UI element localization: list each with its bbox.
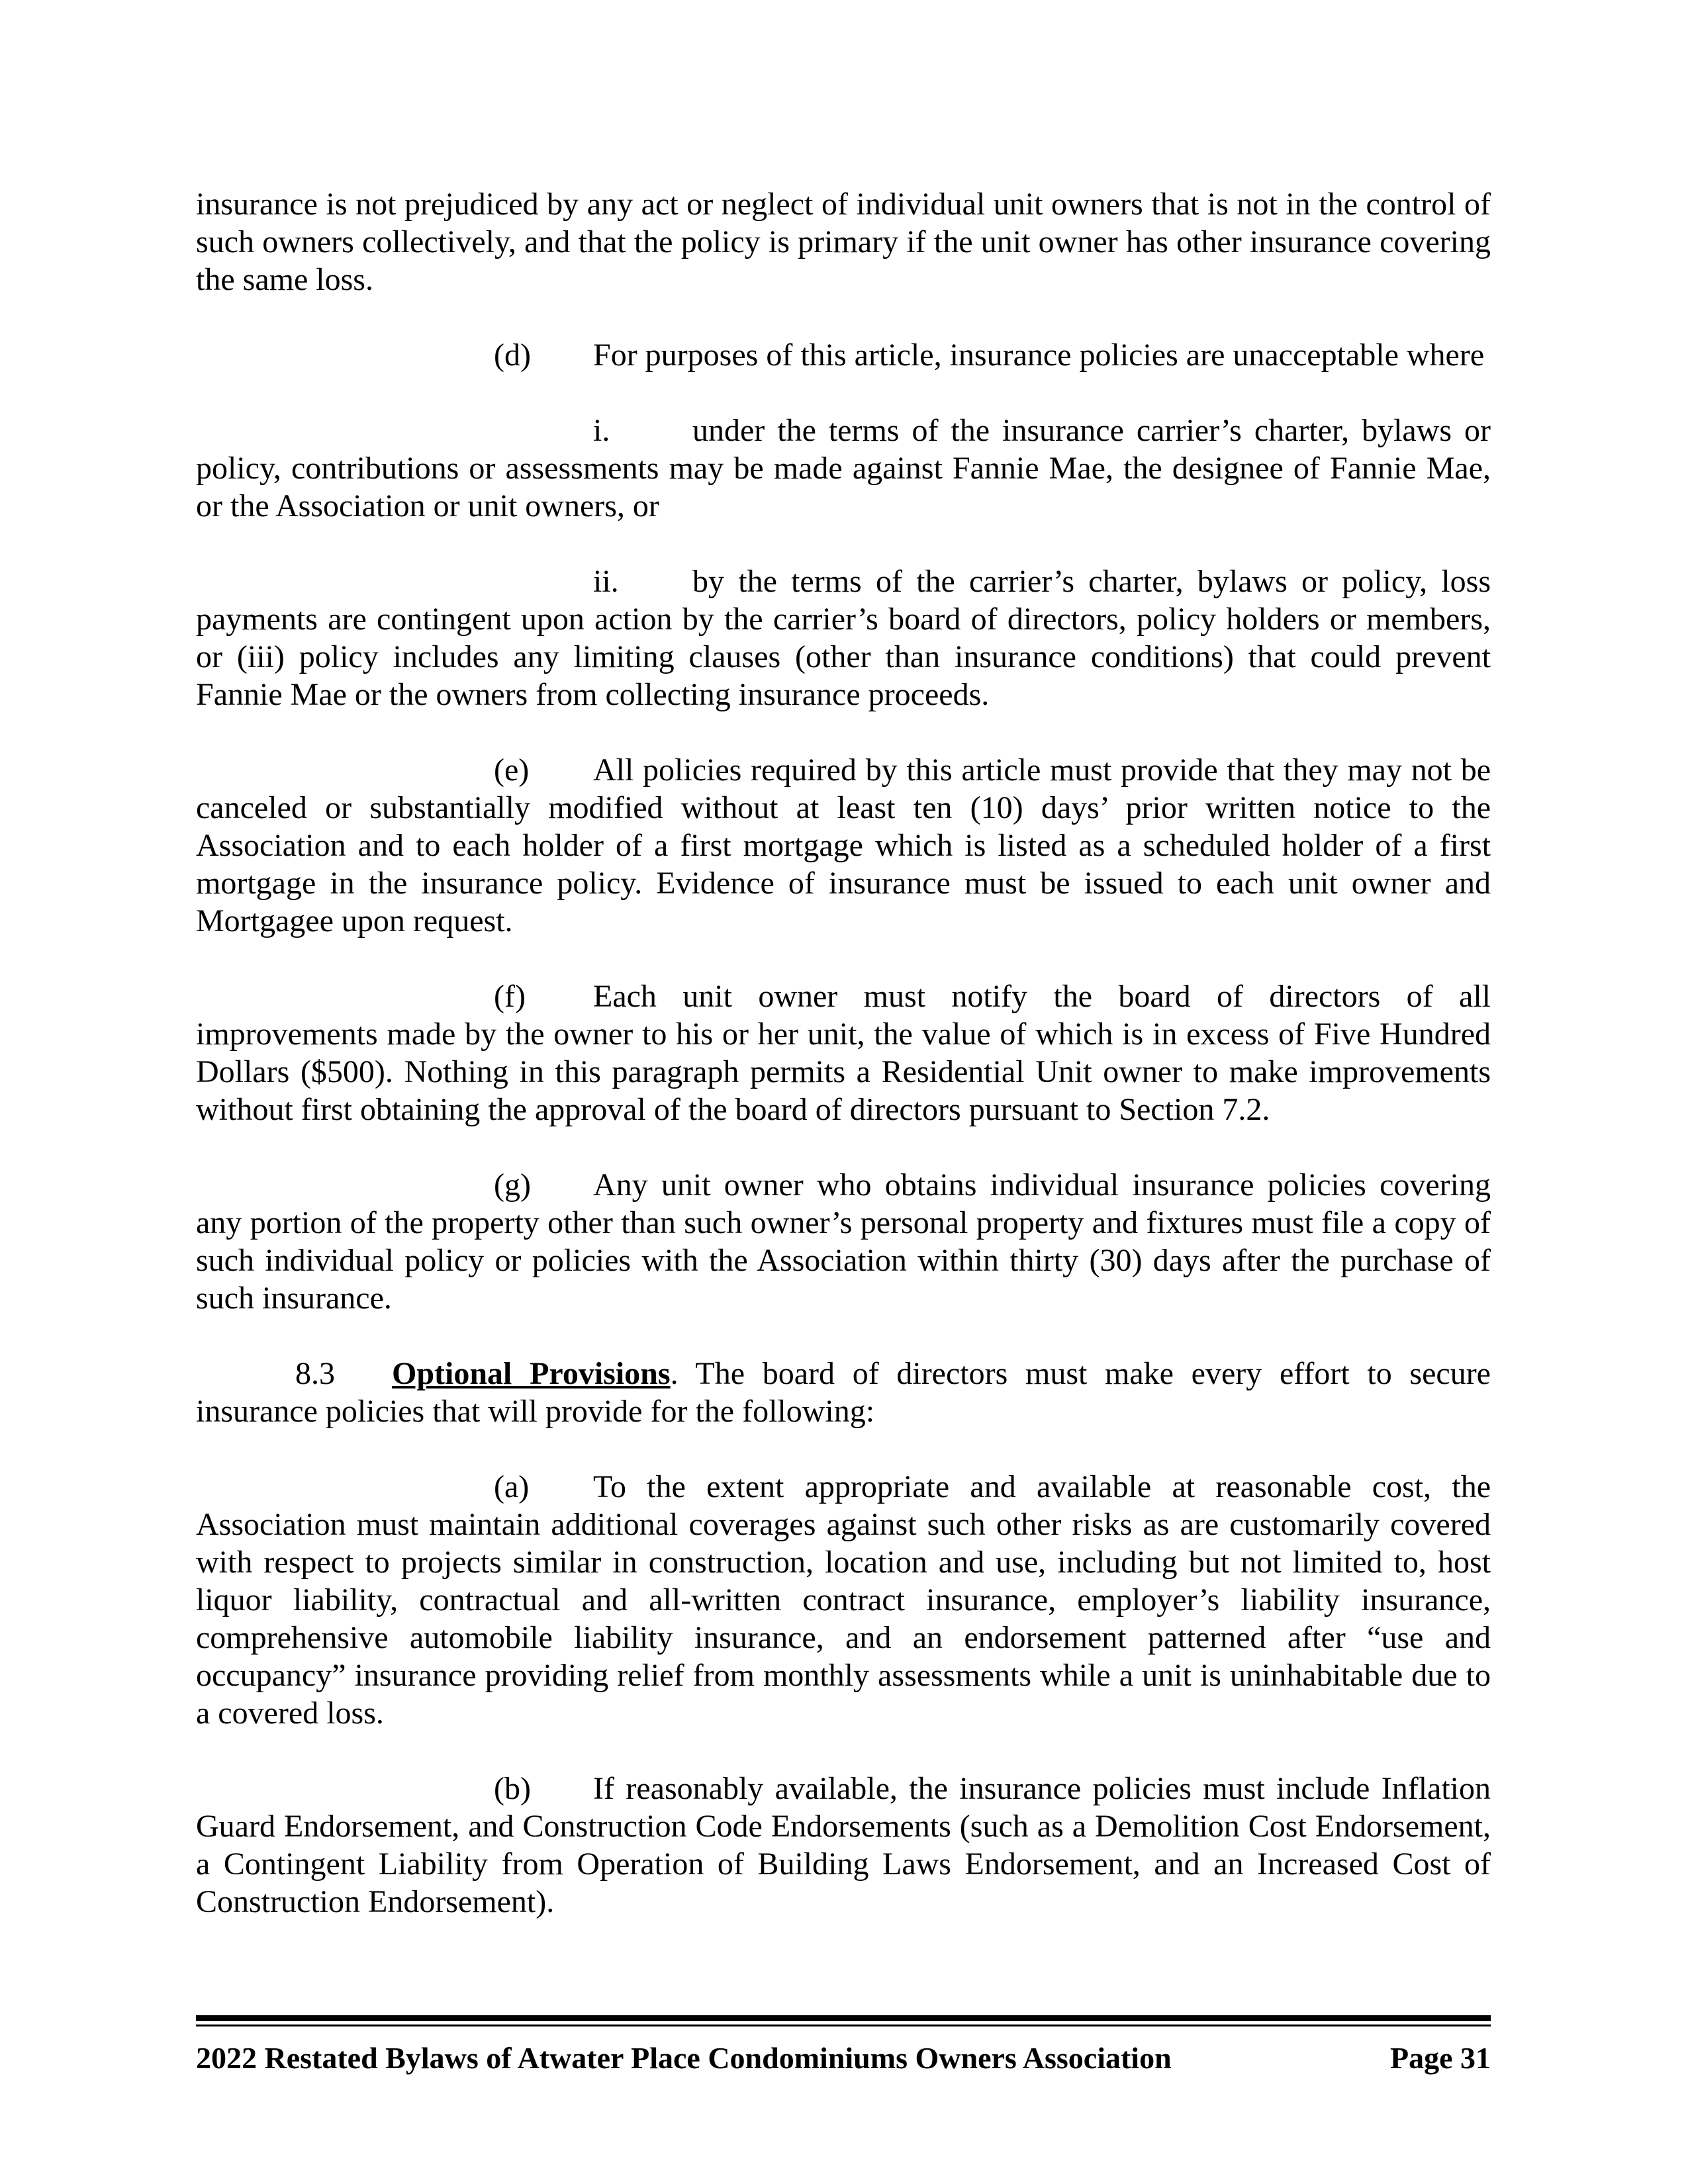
item-label-e: (e) — [494, 752, 530, 788]
item-label-i: i. — [593, 413, 610, 448]
item-text-f: Each unit owner must notify the board of directors of all improvements made by the owner to his or her unit, the value of which is in excess of Five Hundred Dollars ($500). Nothing in this paragraph permits a Residential Unit owner to make improvements without first obtaining the approval of the board of directors pursuant to Section 7.2. — [196, 979, 1491, 1127]
paragraph-i — [196, 412, 1491, 525]
footer-page-number: Page 31 — [1389, 2041, 1491, 2075]
item-text-a: To the extent appropriate and available at reasonable cost, the Association must maintain additional coverages against such other risks as are customarily covered with respect to projects similar in construction, location and use, including but not limited to, host liquor liability, contractual and all-written contract insurance, employer’s liability insurance, comprehensive automobile liability insurance, and an endorsement patterned after “use and occupancy” insurance providing relief from monthly assessments while a unit is uninhabitable due to a covered loss. — [196, 1469, 1491, 1731]
section-title: Optional Provisions — [392, 1356, 671, 1391]
paragraph-g — [196, 1166, 1491, 1317]
section-number: 8.3 — [295, 1356, 335, 1391]
item-label-b: (b) — [494, 1771, 531, 1806]
item-label-g: (g) — [494, 1167, 531, 1203]
document-body — [196, 185, 1491, 1921]
item-text-b: If reasonably available, the insurance policies must include Inflation Guard Endorsement, and Construction Code Endorsements (such as a Demolition Cost Endorsement, a Contingent Liability from Operation of Building Laws Endorsement, and an Increased Cost of Construction Endorsement). — [196, 1771, 1491, 1919]
item-label-a: (a) — [494, 1469, 530, 1504]
paragraph-ii — [196, 563, 1491, 713]
paragraph-a — [196, 1468, 1491, 1732]
item-text-i: under the terms of the insurance carrier’s charter, bylaws or policy, contributions or assessments may be made against Fannie Mae, the designee of Fannie Mae, or the Association or unit owners, or — [196, 413, 1491, 523]
page-footer — [196, 2040, 1491, 2077]
paragraph-f — [196, 978, 1491, 1128]
paragraph-continuation — [196, 185, 1491, 298]
item-text-g: Any unit owner who obtains individual insurance policies covering any portion of the property other than such owner’s personal property and fixtures must file a copy of such individual policy or policies with the Association within thirty (30) days after the purchase of such insurance. — [196, 1167, 1491, 1316]
item-label-d: (d) — [494, 338, 531, 373]
paragraph-e — [196, 751, 1491, 940]
paragraph-continuation-text: insurance is not prejudiced by any act or neglect of individual unit owners that is not in the control of such owners collectively, and that the policy is primary if the unit owner has other insurance covering the same loss. — [196, 187, 1491, 297]
paragraph-b — [196, 1770, 1491, 1921]
item-text-d: For purposes of this article, insurance policies are unacceptable where — [593, 338, 1485, 373]
section-8-3 — [196, 1355, 1491, 1430]
footer-rule-thick — [196, 2015, 1491, 2021]
paragraph-d — [196, 336, 1491, 374]
item-text-e: All policies required by this article must provide that they may not be canceled or substantially modified without at least ten (10) days’ prior written notice to the Association and to each holder of a first mortgage which is listed as a scheduled holder of a first mortgage in the insurance policy. Evidence of insurance must be issued to each unit owner and Mortgagee upon request. — [196, 752, 1491, 938]
item-text-ii: by the terms of the carrier’s charter, bylaws or policy, loss payments are contingent upon action by the carrier’s board of directors, policy holders or members, or (iii) policy includes any limiting clauses (other than insurance conditions) that could prevent Fannie Mae or the owners from collecting insurance proceeds. — [196, 564, 1491, 712]
item-label-f: (f) — [494, 979, 526, 1014]
section-intro-text: . The board of directors must make every effort to secure insurance policies that will provide for the following: — [196, 1356, 1491, 1429]
footer-title: 2022 Restated Bylaws of Atwater Place Condominiums Owners Association — [196, 2041, 1172, 2075]
footer-rule-thin — [196, 2025, 1491, 2026]
item-label-ii: ii. — [593, 564, 619, 599]
